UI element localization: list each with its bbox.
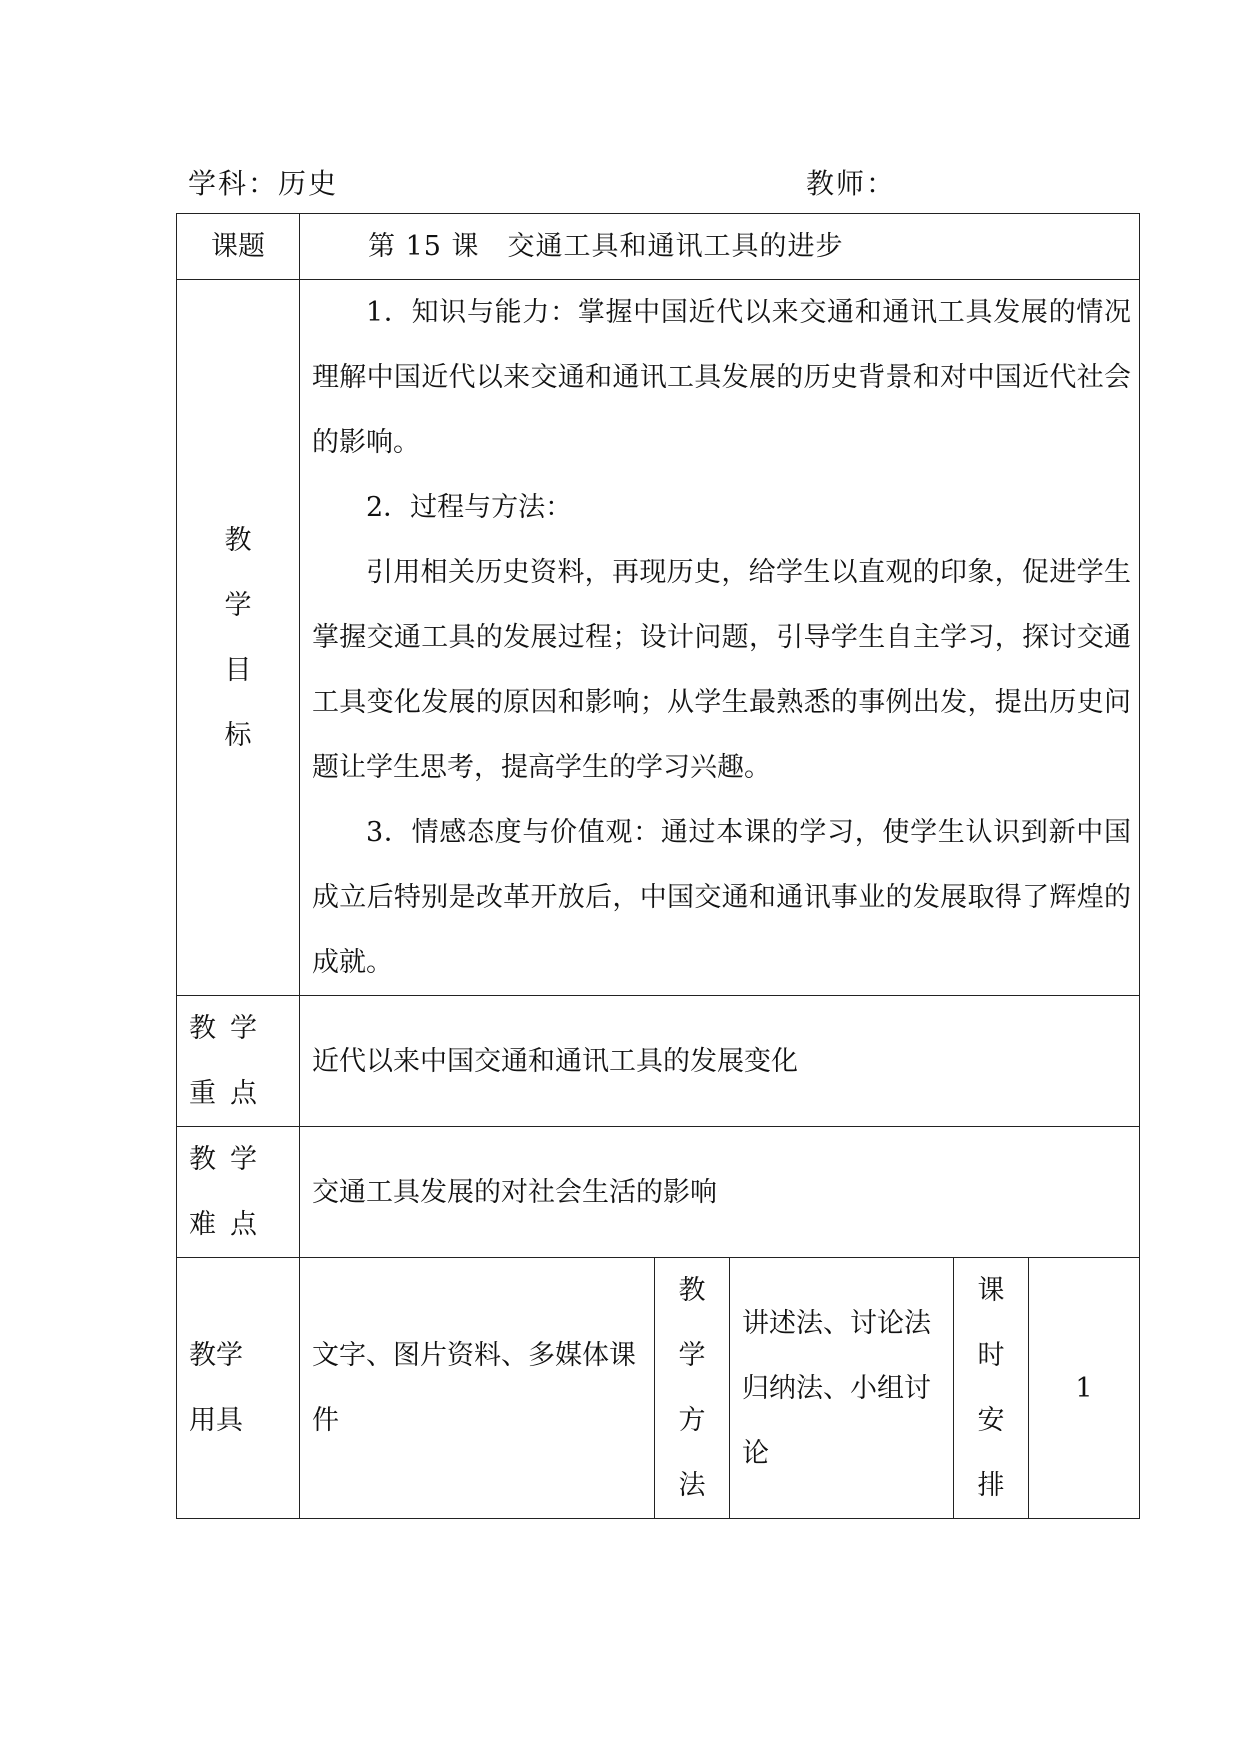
objectives-label-char: 学 <box>224 589 252 621</box>
topic-value: 第 15 课 交通工具和通讯工具的进步 <box>300 214 1140 280</box>
method-label-char: 学 <box>678 1340 706 1371</box>
method-value: 讲述法、讨论法归纳法、小组讨论 <box>730 1258 954 1519</box>
topic-row <box>177 214 1140 280</box>
key-points-label: 教学重点 <box>177 996 300 1127</box>
method-label-char: 教 <box>678 1275 706 1306</box>
difficulties-value: 交通工具发展的对社会生活的影响 <box>300 1127 1140 1258</box>
teacher-label: 教师： <box>806 167 897 200</box>
method-label <box>655 1258 730 1519</box>
objective-values: 3．情感态度与价值观：通过本课的学习，使学生认识到新中国成立后特别是改革开放后，中国交通和通讯事业的发展取得了辉煌的成就。 <box>312 817 1131 978</box>
key-points-value: 近代以来中国交通和通讯工具的发展变化 <box>300 996 1140 1127</box>
lesson-plan-table <box>176 213 1140 1519</box>
objectives-content <box>300 280 1140 996</box>
objective-knowledge: 1．知识与能力：掌握中国近代以来交通和通讯工具发展的情况理解中国近代以来交通和通讯工具发展的历史背景和对中国近代社会的影响。 <box>312 297 1131 458</box>
objectives-row <box>177 280 1140 996</box>
objectives-label-char: 标 <box>224 719 252 751</box>
hours-label <box>954 1258 1029 1519</box>
tools-label: 教学用具 <box>177 1258 300 1519</box>
topic-label: 课题 <box>177 214 300 280</box>
hours-label-char: 课 <box>977 1275 1005 1306</box>
hours-label-char: 排 <box>977 1470 1005 1501</box>
method-label-char: 法 <box>678 1470 706 1501</box>
hours-value: 1 <box>1029 1258 1140 1519</box>
tools-value: 文字、图片资料、多媒体课件 <box>300 1258 655 1519</box>
tools-row <box>177 1258 1140 1519</box>
objectives-label-char: 目 <box>224 654 252 686</box>
objective-process-heading: 2．过程与方法： <box>366 492 573 523</box>
hours-label-char: 时 <box>977 1340 1005 1371</box>
method-label-char: 方 <box>678 1405 706 1436</box>
objective-process-body: 引用相关历史资料，再现历史，给学生以直观的印象，促进学生掌握交通工具的发展过程；设计问题，引导学生自主学习，探讨交通工具变化发展的原因和影响；从学生最熟悉的事例出发，提出历史问题让学生思考，提高学生的学习兴趣。 <box>312 557 1131 783</box>
difficulties-label: 教学难点 <box>177 1127 300 1258</box>
key-points-row <box>177 996 1140 1127</box>
hours-label-char: 安 <box>977 1405 1005 1436</box>
objectives-label-char: 教 <box>224 524 252 556</box>
subject-label: 学科：历史 <box>188 167 339 200</box>
objectives-label <box>177 280 300 996</box>
difficulties-row <box>177 1127 1140 1258</box>
